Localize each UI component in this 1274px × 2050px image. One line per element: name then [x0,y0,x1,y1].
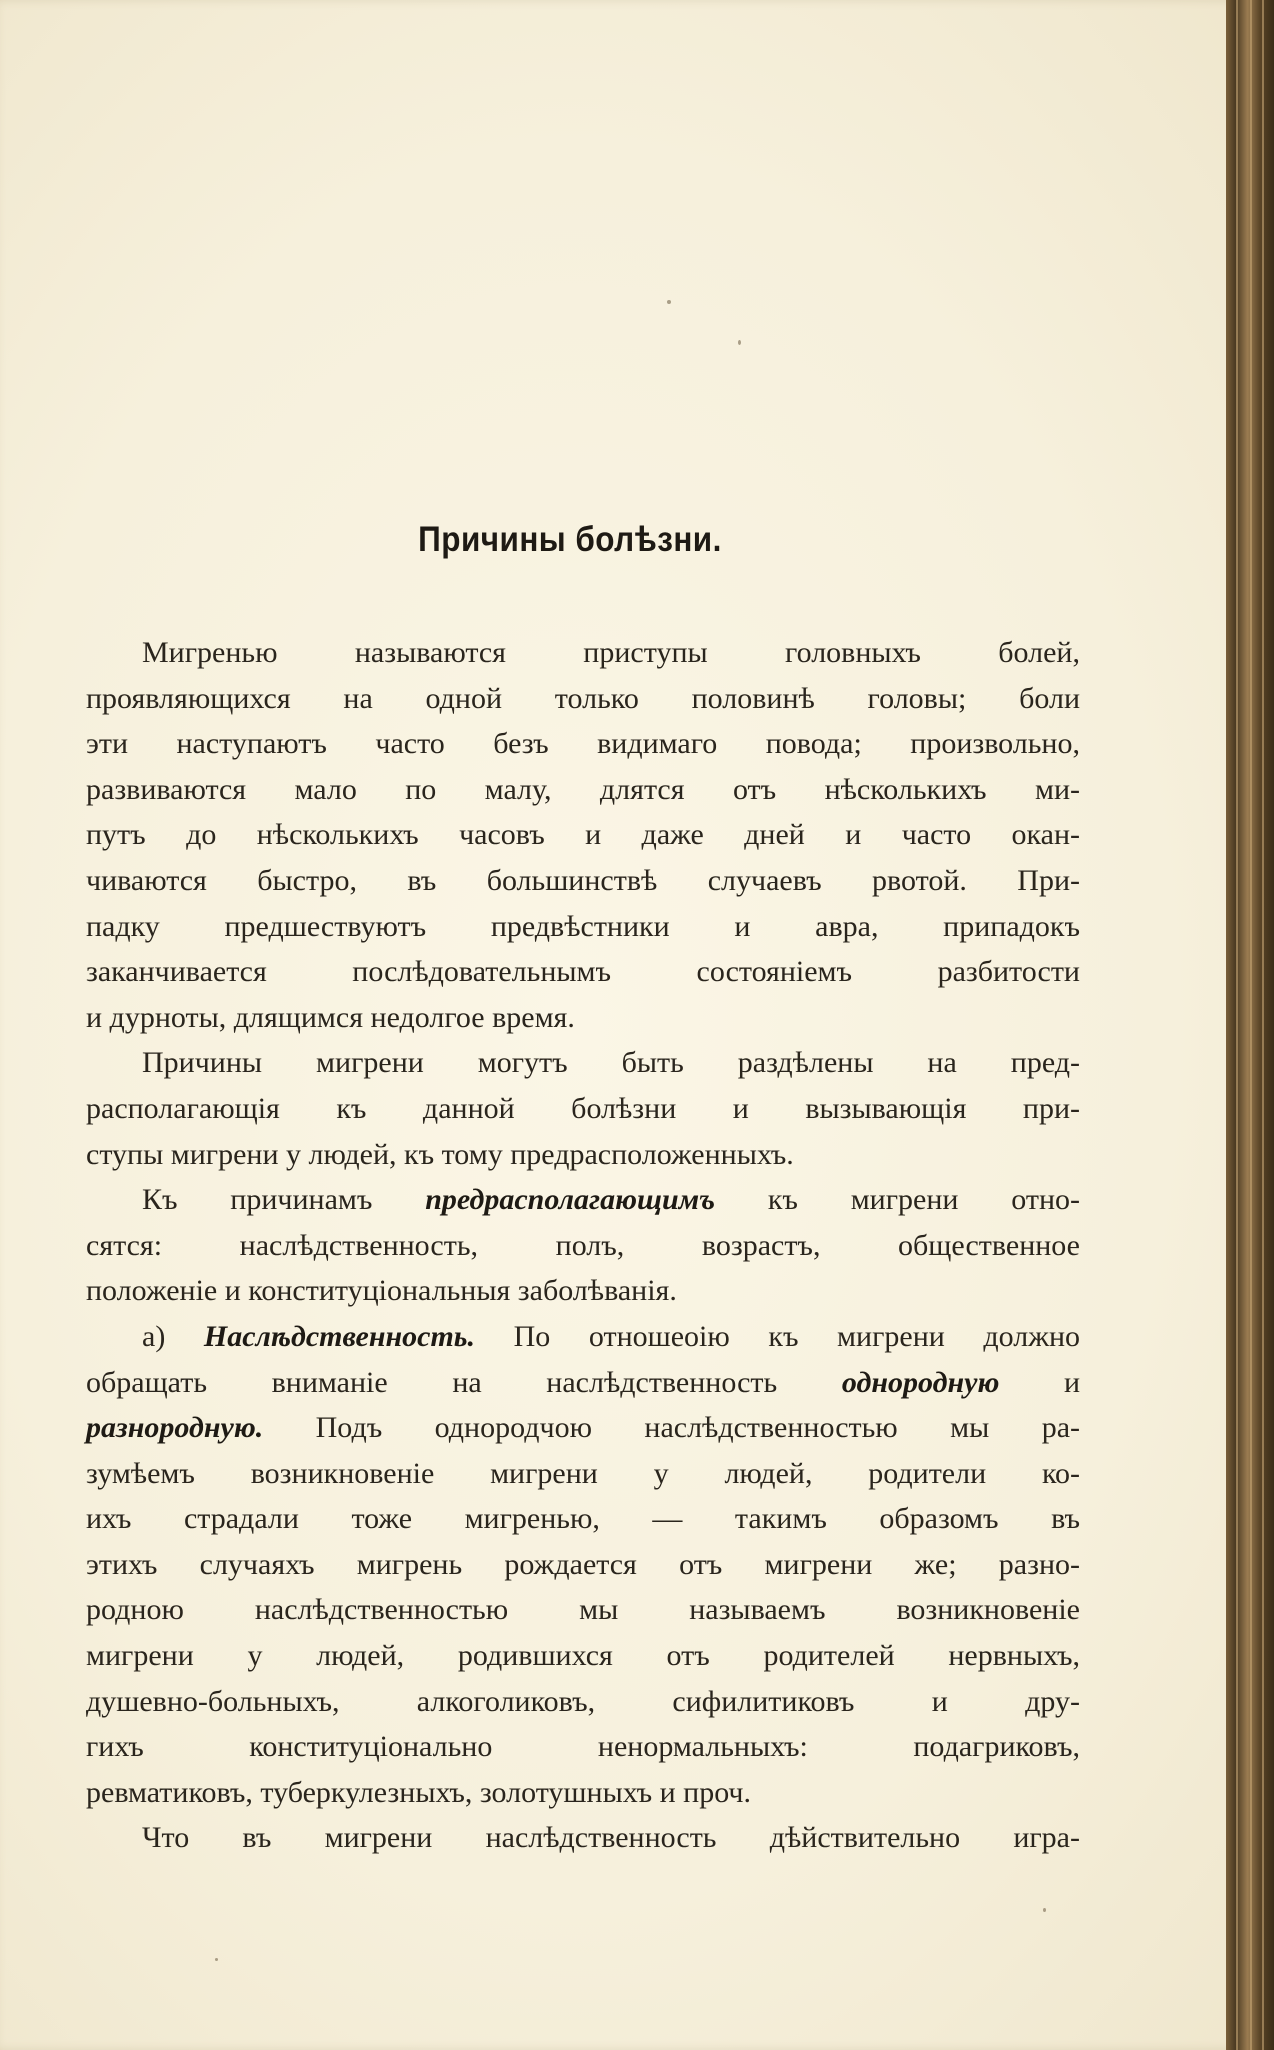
text-line: развиваются мало по малу, длятся отъ нѣсколькихъ ми- [86,772,1080,806]
text-line: путъ до нѣсколькихъ часовъ и даже дней и часто окан- [86,818,1080,852]
text-line: проявляющихся на одной только половинѣ головы; боли [86,681,1080,715]
paper-speck [215,1958,218,1961]
text-line: положеніе и конституціональныя заболѣванія. [86,1274,677,1308]
chapter-title: Причины болѣзни. [418,520,722,559]
text-segment: и [1063,1365,1081,1399]
paper-speck [667,300,671,304]
edge-stripe [1236,0,1238,2050]
text-segment: По отношеоію къ мигрени должно [513,1319,1081,1353]
text-line: располагающія къ данной болѣзни и вызывающія при- [86,1091,1080,1125]
text-line: ступы мигрени у людей, къ тому предрасположенныхъ. [86,1137,794,1171]
paper-speck [738,340,741,345]
italic-term: Наслѣдственность. [203,1319,476,1353]
text-line: эти наступаютъ часто безъ видимаго повода; произвольно, [86,727,1080,761]
text-line: Что въ мигрени наслѣдственность дѣйствительно игра- [142,1821,1080,1855]
text-segment: обращать вниманіе на наслѣдственность [86,1365,778,1399]
text-line [86,1360,1080,1406]
text-line: сятся: наслѣдственность, полъ, возрастъ, общественное [86,1228,1080,1262]
text-line: этихъ случаяхъ мигрень рождается отъ мигрени же; разно- [86,1547,1080,1581]
text-line [86,1177,1080,1223]
text-line: падку предшествуютъ предвѣстники и авра, припадокъ [86,909,1080,943]
text-line: заканчивается послѣдовательнымъ состояніемъ разбитости [86,955,1080,989]
text-segment: къ мигрени отно- [767,1183,1081,1217]
edge-stripe [1250,0,1252,2050]
text-line: родною наслѣдственностью мы называемъ возникновеніе [86,1593,1080,1627]
text-line: ревматиковъ, туберкулезныхъ, золотушныхъ и проч. [86,1775,752,1809]
paper-speck [1043,1908,1046,1912]
list-marker: а) [142,1319,166,1353]
text-line [86,1314,1080,1360]
italic-term: однородную [841,1365,1000,1399]
text-line: Причины мигрени могутъ быть раздѣлены на пред- [142,1046,1080,1080]
text-line: чиваются быстро, въ большинствѣ случаевъ рвотой. При- [86,863,1080,897]
text-line: гихъ конституціонально ненормальныхъ: подагриковъ, [86,1730,1080,1764]
text-line: душевно-больныхъ, алкоголиковъ, сифилитиковъ и дру- [86,1684,1080,1718]
text-segment: Къ причинамъ [142,1183,373,1217]
text-line: ихъ страдали тоже мигренью, — такимъ образомъ въ [86,1502,1080,1536]
text-line: Мигренью называются приступы головныхъ болей, [142,636,1080,669]
edge-stripe [1262,0,1264,2050]
text-line: и дурноты, длящимся недолгое время. [86,1000,575,1034]
italic-term: разнородную. [86,1411,264,1445]
body-text [86,630,1080,1861]
text-line [86,1405,1080,1451]
text-line: зумѣемъ возникновеніе мигрени у людей, родители ко- [86,1456,1080,1490]
text-segment: Подъ однородчою наслѣдственностью мы ра- [315,1411,1080,1445]
italic-term: предрасполагающимъ [425,1183,716,1217]
text-line: мигрени у людей, родившихся отъ родителей нервныхъ, [86,1639,1080,1673]
book-edge [1226,0,1274,2050]
